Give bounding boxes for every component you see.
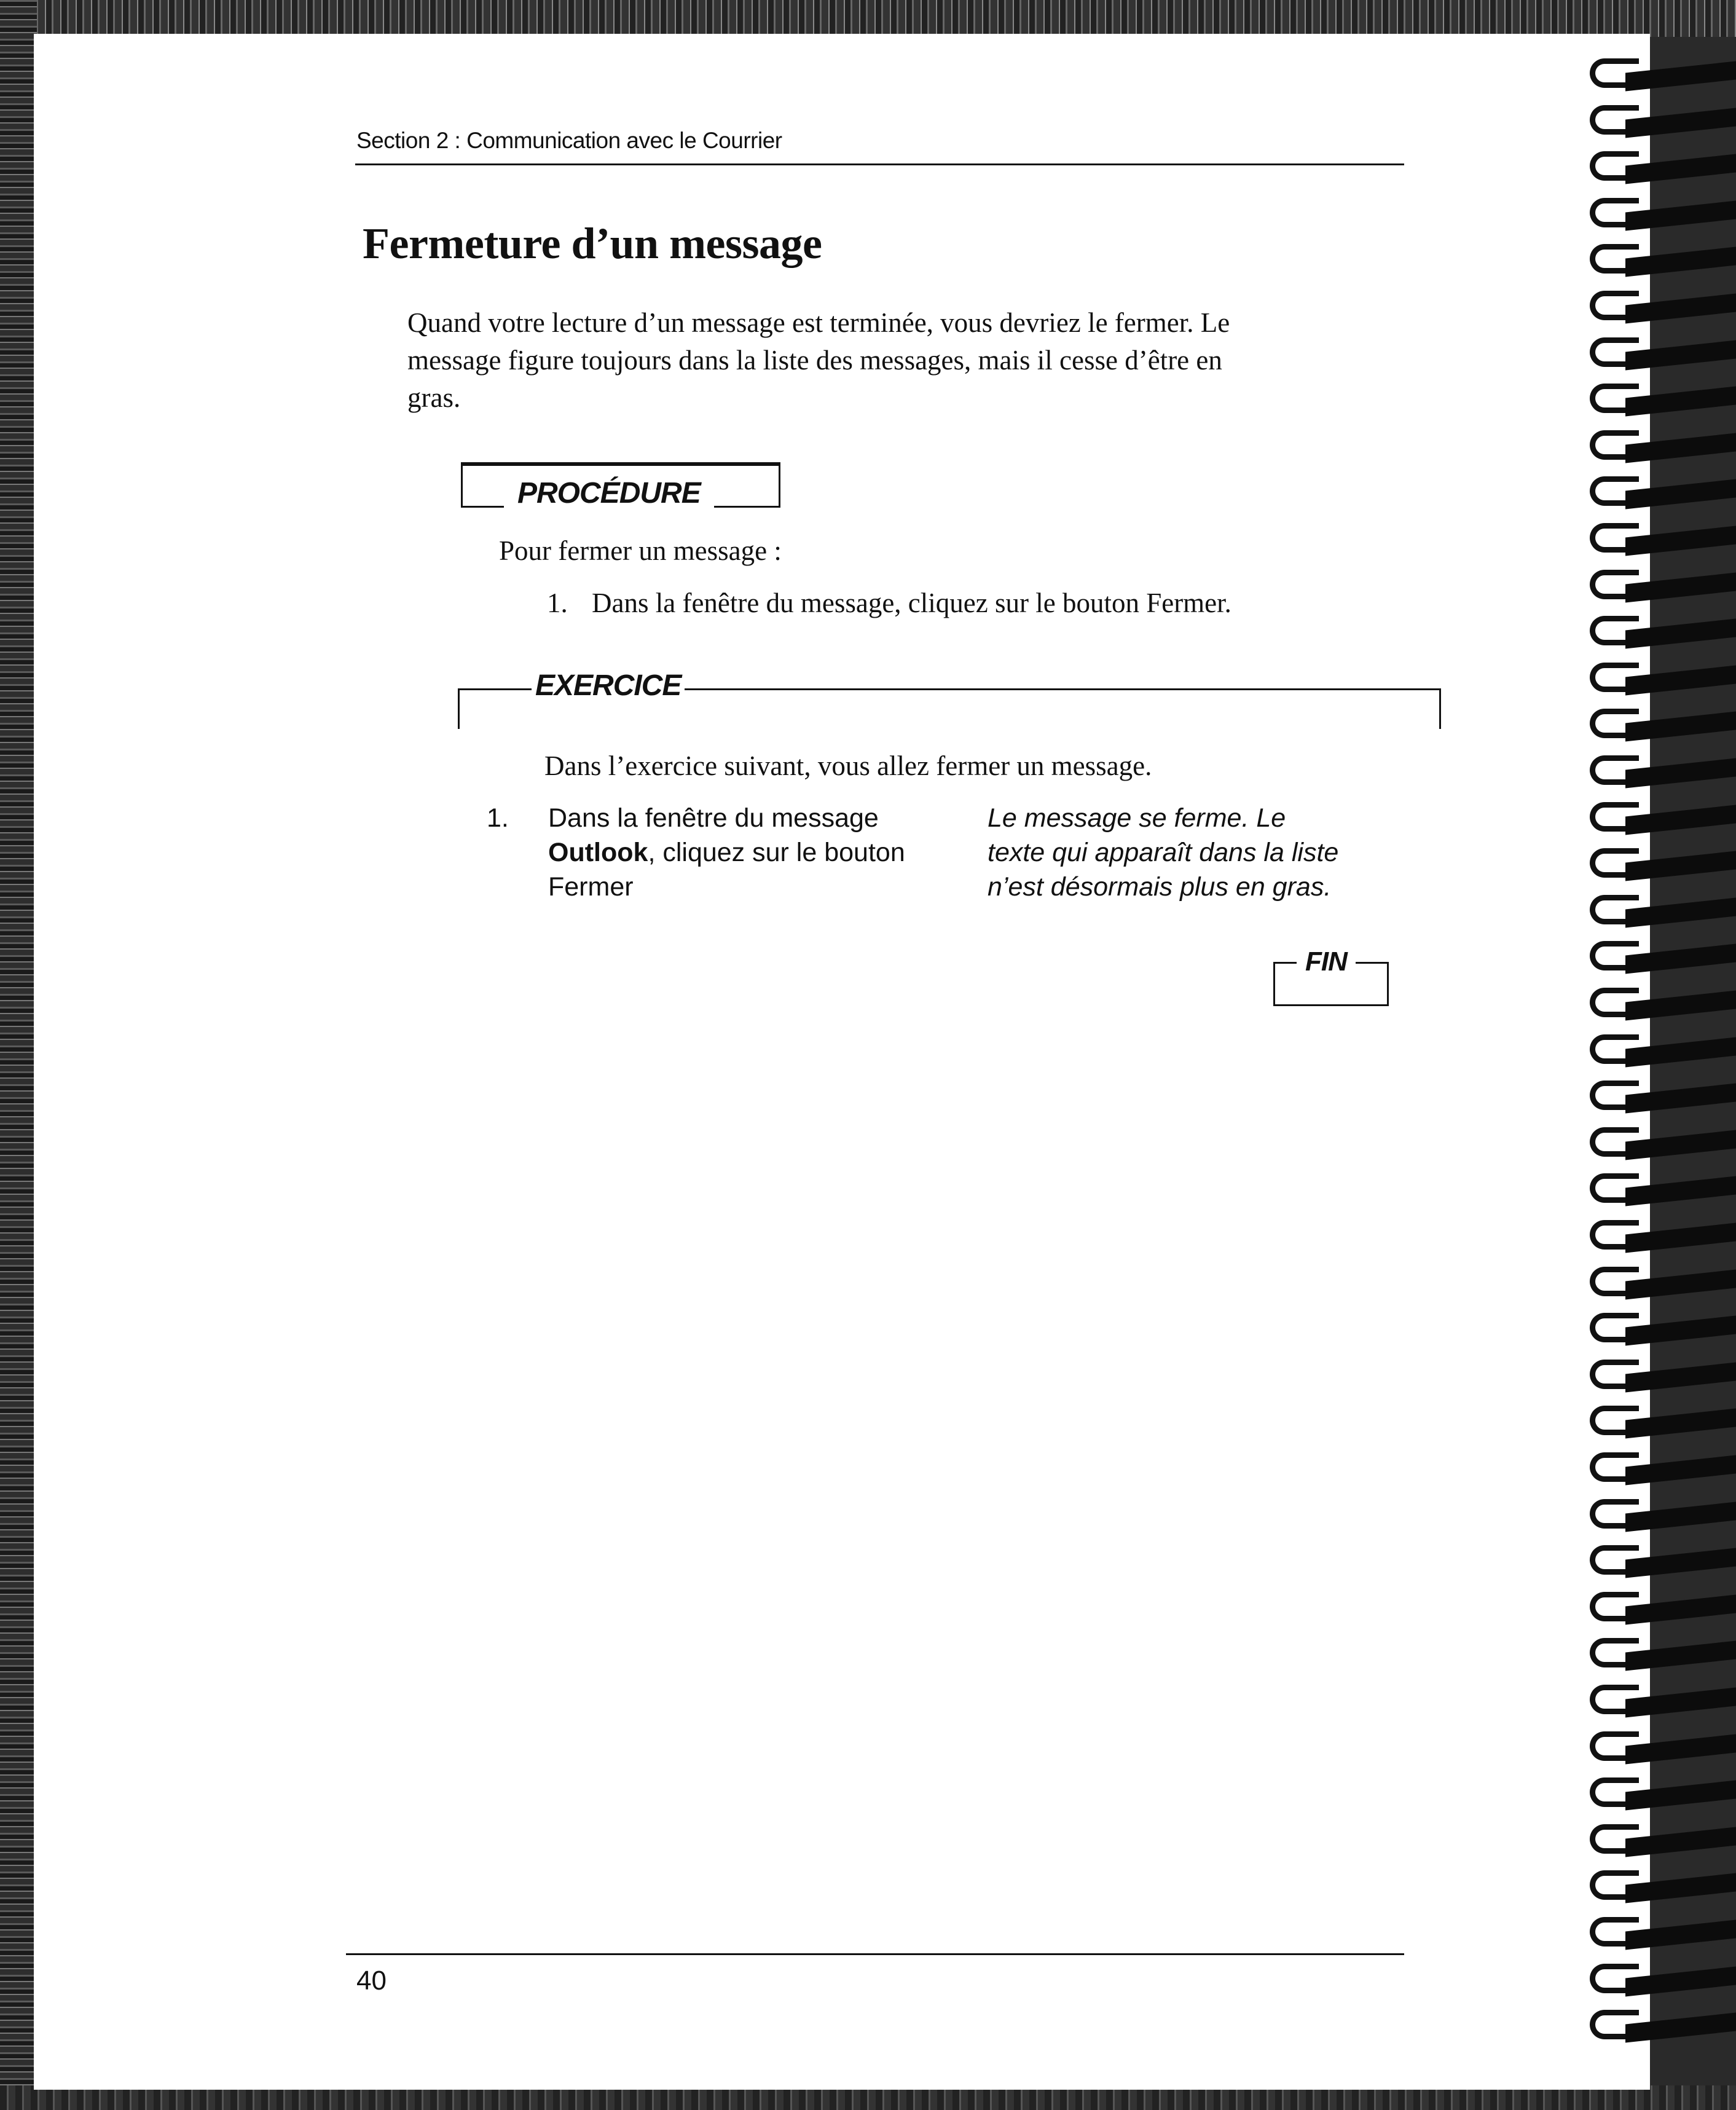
binding-coil	[1582, 1638, 1736, 1670]
binding-coil	[1582, 523, 1736, 555]
exercise-step-number: 1.	[487, 803, 509, 833]
intro-line-3: gras.	[407, 382, 461, 413]
coil-bar	[1625, 387, 1736, 417]
coil-bar	[1625, 619, 1736, 649]
binding-coil	[1582, 198, 1736, 230]
instruction-line-3: Fermer	[548, 872, 634, 902]
result-line-2: texte qui apparaît dans la liste	[988, 838, 1339, 867]
footer-rule	[346, 1953, 1404, 1955]
binding-coil	[1582, 1917, 1736, 1949]
coil-bar	[1625, 1176, 1736, 1207]
coil-bar	[1625, 991, 1736, 1021]
intro-paragraph	[407, 304, 1384, 417]
binding-coil	[1582, 1406, 1736, 1438]
binding-coil	[1582, 244, 1736, 276]
binding-coil	[1582, 988, 1736, 1020]
scan-top-edge	[0, 0, 1736, 37]
binding-coil	[1582, 755, 1736, 787]
binding-coil	[1582, 941, 1736, 973]
binding-coil	[1582, 476, 1736, 508]
binding-coil	[1582, 1267, 1736, 1299]
binding-coil	[1582, 1592, 1736, 1624]
exercise-step-instruction	[548, 801, 966, 904]
procedure-label-text: PROCÉDURE	[504, 476, 714, 510]
instruction-line-1: Dans la fenêtre du message	[548, 803, 879, 833]
coil-bar	[1625, 758, 1736, 789]
binding-coil	[1582, 895, 1736, 927]
coil-bar	[1625, 897, 1736, 927]
coil-bar	[1625, 665, 1736, 695]
procedure-lead: Pour fermer un message :	[499, 535, 782, 566]
binding-coil	[1582, 709, 1736, 741]
coil-bar	[1625, 572, 1736, 602]
section-header: Section 2 : Communication avec le Courrier	[356, 128, 782, 153]
binding-coil	[1582, 1964, 1736, 1996]
exercise-step-result	[988, 801, 1418, 904]
binding-coil	[1582, 105, 1736, 137]
binding-coil	[1582, 151, 1736, 183]
binding-coil	[1582, 2010, 1736, 2042]
procedure-step-text: Dans la fenêtre du message, cliquez sur le bouton Fermer.	[592, 588, 1231, 618]
intro-line-1: Quand votre lecture d’un message est terminée, vous devriez le fermer. Le	[407, 307, 1230, 338]
binding-coil	[1582, 291, 1736, 323]
binding-coil	[1582, 848, 1736, 880]
binding-coil	[1582, 58, 1736, 90]
coil-bar	[1625, 479, 1736, 510]
coil-bar	[1625, 1781, 1736, 1811]
coil-bar	[1625, 1037, 1736, 1067]
coil-bar	[1625, 1130, 1736, 1160]
page-number: 40	[356, 1966, 387, 1996]
coil-bar	[1625, 247, 1736, 277]
coil-bar	[1625, 154, 1736, 184]
procedure-step-number: 1.	[547, 588, 568, 618]
binding-coil	[1582, 1545, 1736, 1577]
coil-bar	[1625, 851, 1736, 881]
coil-bar	[1625, 433, 1736, 463]
end-label-text: FIN	[1297, 947, 1356, 977]
spiral-binding	[1582, 58, 1736, 2062]
coil-bar	[1625, 712, 1736, 742]
coil-bar	[1625, 340, 1736, 370]
coil-bar	[1625, 1455, 1736, 1486]
coil-bar	[1625, 1269, 1736, 1299]
binding-coil	[1582, 1220, 1736, 1252]
binding-coil	[1582, 1034, 1736, 1066]
intro-line-2: message figure toujours dans la liste des messages, mais il cesse d’être en	[407, 345, 1222, 376]
coil-bar	[1625, 1548, 1736, 1578]
coil-bar	[1625, 805, 1736, 835]
coil-bar	[1625, 1502, 1736, 1532]
coil-bar	[1625, 61, 1736, 92]
coil-bar	[1625, 1594, 1736, 1624]
procedure-label-frame-top	[461, 462, 780, 466]
binding-coil	[1582, 337, 1736, 369]
page-title: Fermeture d’un message	[363, 219, 822, 268]
instruction-line-2-rest: , cliquez sur le bouton	[648, 838, 905, 867]
binding-coil	[1582, 1870, 1736, 1902]
coil-bar	[1625, 1873, 1736, 1903]
binding-coil	[1582, 1824, 1736, 1856]
coil-bar	[1625, 1084, 1736, 1114]
coil-bar	[1625, 1409, 1736, 1439]
outlook-bold: Outlook	[548, 838, 648, 867]
binding-coil	[1582, 663, 1736, 695]
coil-bar	[1625, 944, 1736, 974]
coil-bar	[1625, 1223, 1736, 1253]
binding-coil	[1582, 1127, 1736, 1159]
binding-coil	[1582, 1685, 1736, 1717]
binding-coil	[1582, 430, 1736, 462]
binding-coil	[1582, 1452, 1736, 1484]
header-rule	[355, 163, 1404, 165]
coil-bar	[1625, 1734, 1736, 1764]
binding-coil	[1582, 616, 1736, 648]
binding-coil	[1582, 1081, 1736, 1112]
coil-bar	[1625, 1316, 1736, 1346]
binding-coil	[1582, 570, 1736, 602]
coil-bar	[1625, 2013, 1736, 2043]
exercise-label-text: EXERCICE	[532, 669, 685, 703]
coil-bar	[1625, 1966, 1736, 1996]
instruction-line-2	[548, 835, 966, 870]
result-line-1: Le message se ferme. Le	[988, 803, 1286, 833]
binding-coil	[1582, 384, 1736, 415]
coil-bar	[1625, 108, 1736, 138]
coil-bar	[1625, 1641, 1736, 1671]
coil-bar	[1625, 526, 1736, 556]
coil-bar	[1625, 1688, 1736, 1718]
binding-coil	[1582, 802, 1736, 834]
coil-bar	[1625, 1827, 1736, 1857]
binding-coil	[1582, 1360, 1736, 1392]
coil-bar	[1625, 200, 1736, 230]
coil-bar	[1625, 1920, 1736, 1950]
binding-coil	[1582, 1313, 1736, 1345]
binding-coil	[1582, 1731, 1736, 1763]
result-line-3: n’est désormais plus en gras.	[988, 872, 1332, 902]
coil-bar	[1625, 1362, 1736, 1392]
binding-coil	[1582, 1173, 1736, 1205]
coil-bar	[1625, 294, 1736, 324]
binding-coil	[1582, 1499, 1736, 1531]
scan-left-edge	[0, 0, 37, 2110]
exercise-lead: Dans l’exercice suivant, vous allez fermer un message.	[544, 750, 1152, 781]
binding-coil	[1582, 1777, 1736, 1809]
